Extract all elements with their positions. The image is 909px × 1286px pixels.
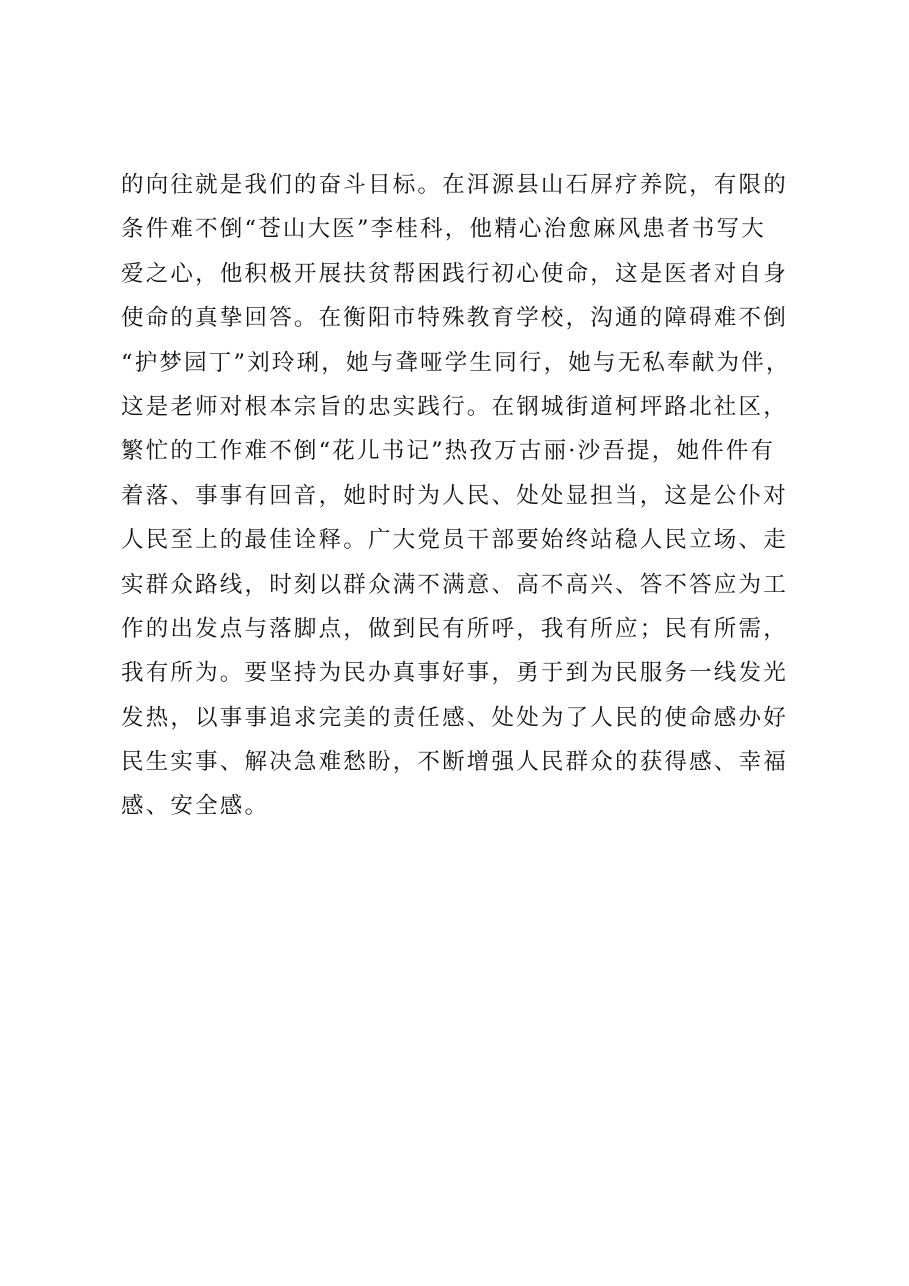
paragraph-line: 这是老师对根本宗旨的忠实践行。在钢城街道柯坪路北社区，: [121, 393, 788, 420]
paragraph-line: 人民至上的最佳诠释。广大党员干部要始终站稳人民立场、走: [121, 527, 788, 554]
paragraph-line: 着落、事事有回音，她时时为人民、处处显担当，这是公仆对: [121, 482, 788, 509]
paragraph-line: 使命的真挚回答。在衡阳市特殊教育学校，沟通的障碍难不倒: [121, 305, 788, 332]
paragraph-line: 爱之心，他积极开展扶贫帮困践行初心使命，这是医者对自身: [121, 260, 788, 287]
paragraph-line: 发热，以事事追求完美的责任感、处处为了人民的使命感办好: [121, 704, 788, 731]
paragraph-line: 我有所为。要坚持为民办真事好事，勇于到为民服务一线发光: [121, 660, 788, 687]
paragraph-line: 的向往就是我们的奋斗目标。在洱源县山石屏疗养院，有限的: [121, 172, 788, 198]
paragraph-line: 繁忙的工作难不倒“花儿书记”热孜万古丽·沙吾提，她件件有: [121, 438, 776, 465]
paragraph-line: “护梦园丁”刘玲琍，她与聋哑学生同行，她与无私奉献为伴，: [121, 349, 791, 376]
paragraph-line: 条件难不倒“苍山大医”李桂科，他精心治愈麻风患者书写大: [121, 216, 766, 243]
paragraph-line: 感、安全感。: [121, 793, 270, 820]
paragraph-line: 作的出发点与落脚点，做到民有所呼，我有所应；民有所需，: [121, 615, 788, 642]
paragraph-line: 民生实事、解决急难愁盼，不断增强人民群众的获得感、幸福: [121, 749, 788, 776]
body-paragraph: [121, 163, 821, 829]
paragraph-line: 实群众路线，时刻以群众满不满意、高不高兴、答不答应为工: [121, 571, 788, 598]
